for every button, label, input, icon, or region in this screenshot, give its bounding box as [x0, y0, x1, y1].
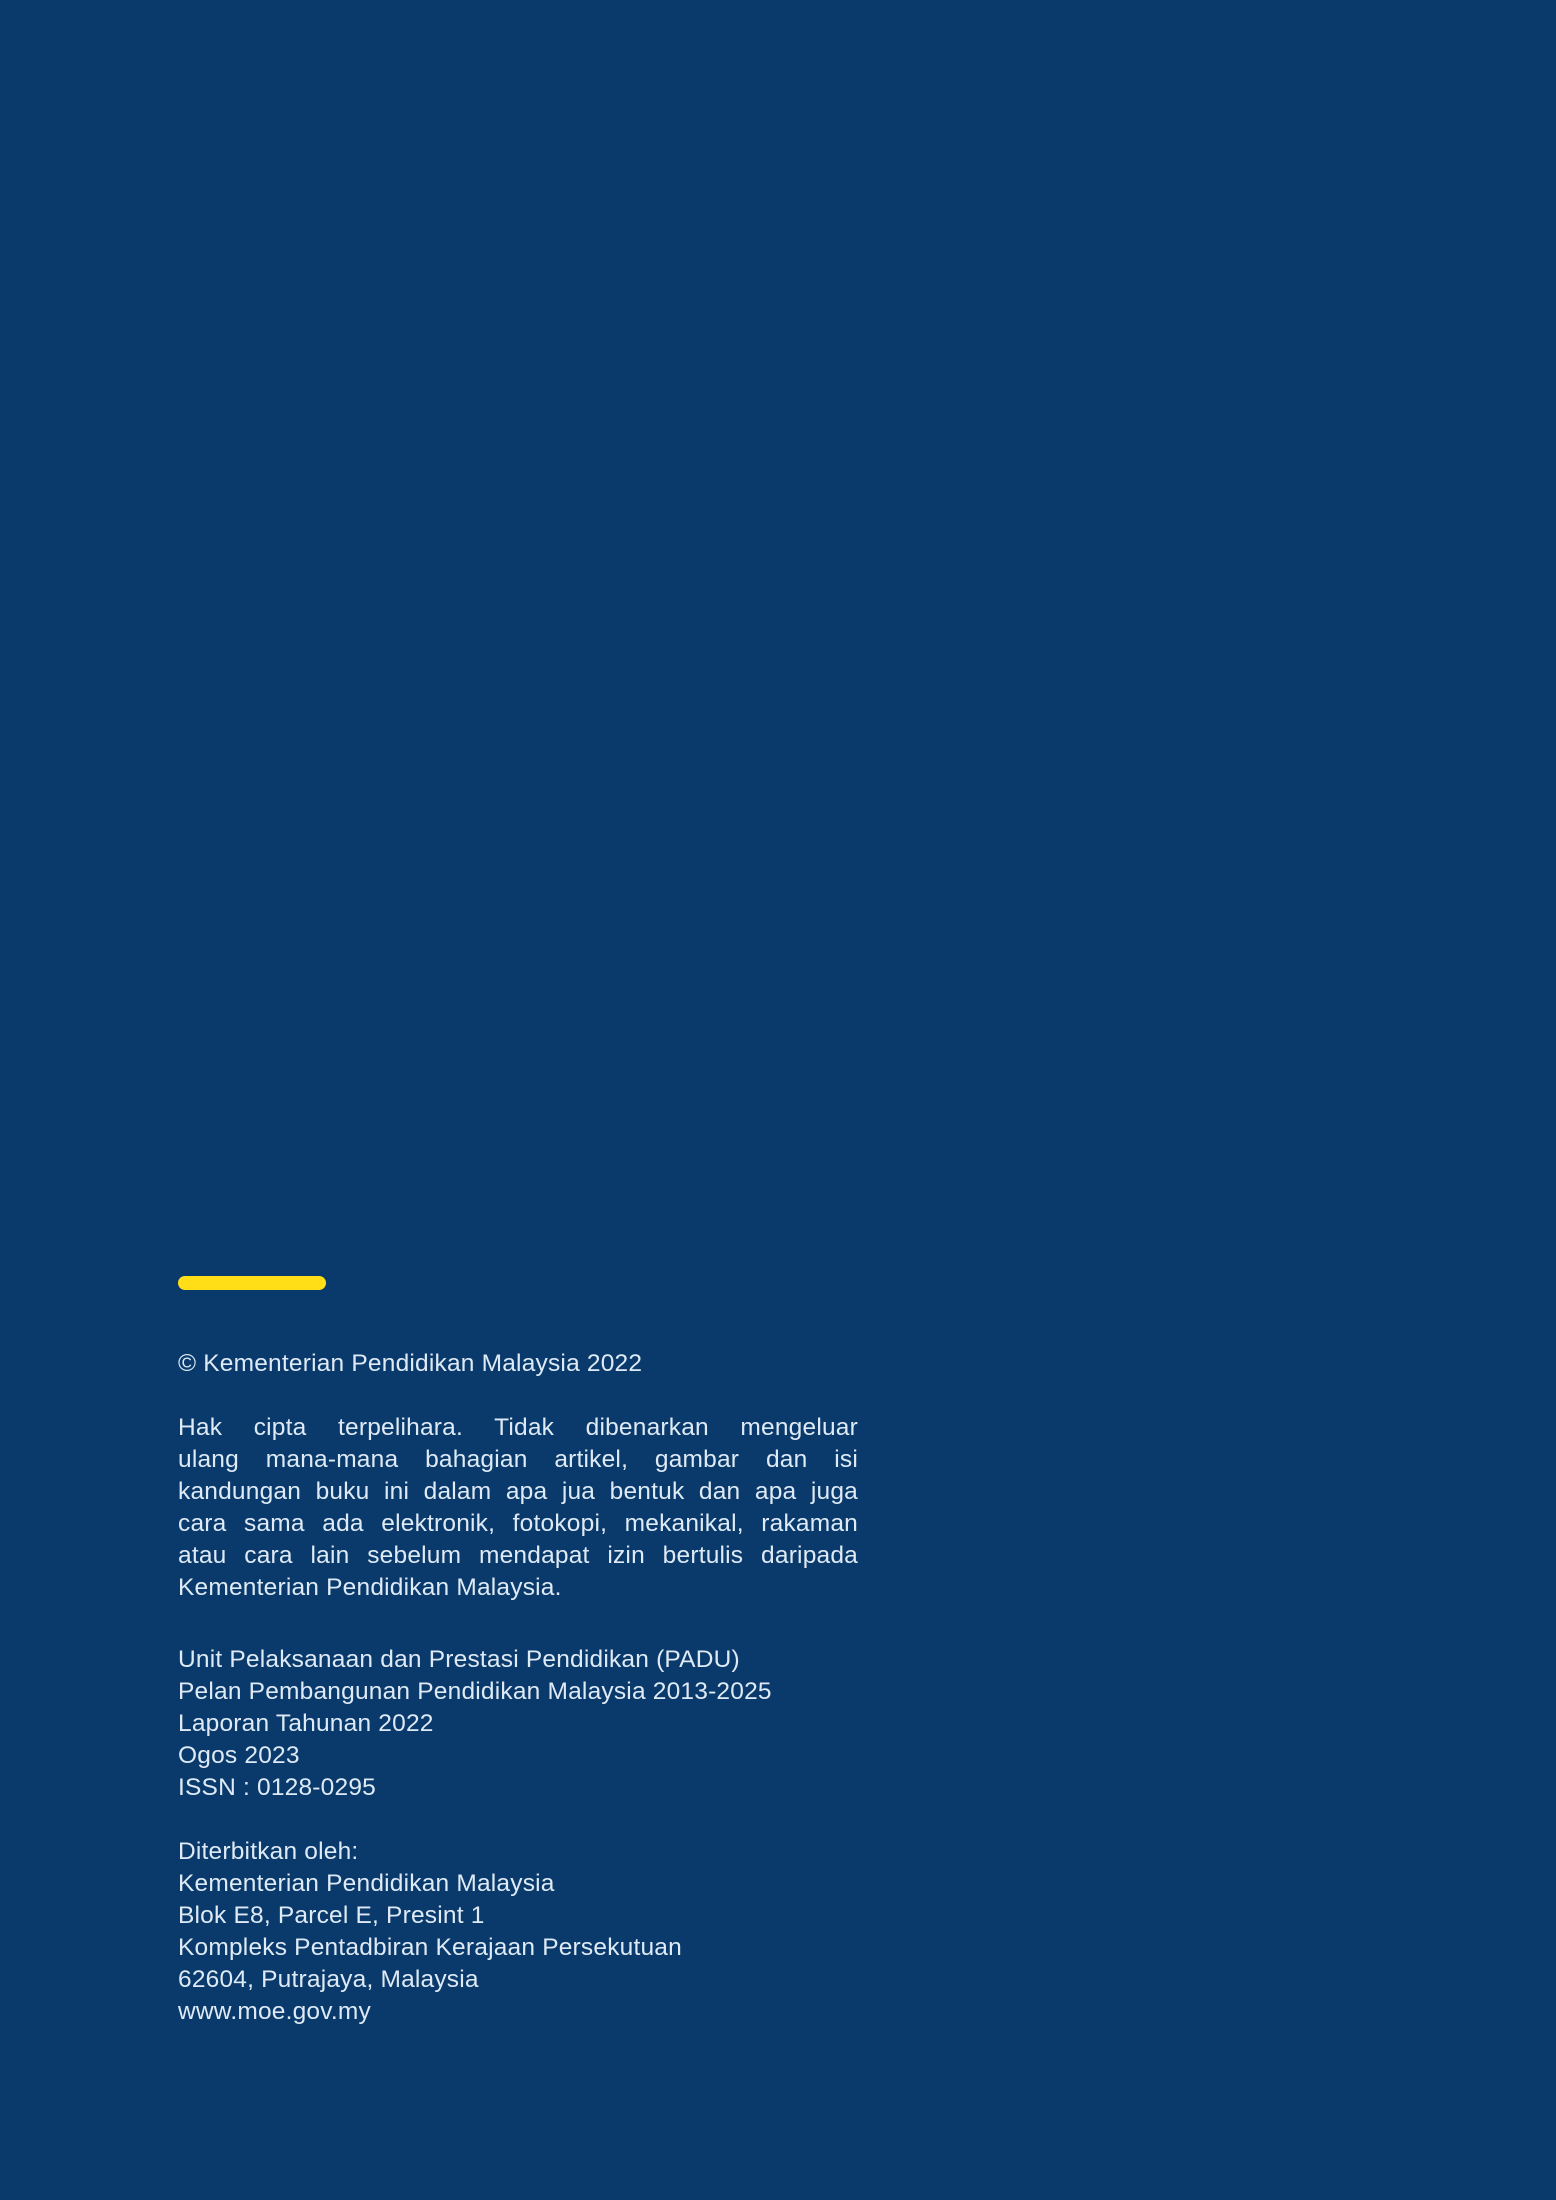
- publisher-address-line: 62604, Putrajaya, Malaysia: [178, 1966, 479, 1993]
- publisher-address-line: Blok E8, Parcel E, Presint 1: [178, 1902, 485, 1929]
- publication-plan-line: Pelan Pembangunan Pendidikan Malaysia 2013-2025: [178, 1678, 772, 1705]
- publication-unit-line: Unit Pelaksanaan dan Prestasi Pendidikan (PADU): [178, 1646, 740, 1673]
- colophon-block: [178, 1276, 858, 2028]
- publisher-address-line: Kompleks Pentadbiran Kerajaan Persekutuan: [178, 1934, 682, 1961]
- publication-date-line: Ogos 2023: [178, 1742, 300, 1769]
- publication-details-block: [178, 1644, 858, 1804]
- publisher-block: [178, 1836, 858, 2028]
- rights-paragraph-line: atau cara lain sebelum mendapat izin bertulis daripada: [178, 1542, 858, 1569]
- rights-paragraph-line: cara sama ada elektronik, fotokopi, mekanikal, rakaman: [178, 1510, 858, 1537]
- rights-paragraph-line: Hak cipta terpelihara. Tidak dibenarkan mengeluar: [178, 1414, 858, 1441]
- rights-paragraph-line: Kementerian Pendidikan Malaysia.: [178, 1574, 562, 1601]
- publisher-website: www.moe.gov.my: [178, 1998, 371, 2025]
- copyright-line: © Kementerian Pendidikan Malaysia 2022: [178, 1350, 643, 1377]
- publication-issn-line: ISSN : 0128-0295: [178, 1774, 376, 1801]
- publisher-heading: Diterbitkan oleh:: [178, 1838, 359, 1865]
- rights-paragraph-line: ulang mana-mana bahagian artikel, gambar dan isi: [178, 1446, 858, 1473]
- rights-paragraph: [178, 1412, 858, 1604]
- rights-paragraph-line: kandungan buku ini dalam apa jua bentuk dan apa juga: [178, 1478, 858, 1505]
- publisher-name-line: Kementerian Pendidikan Malaysia: [178, 1870, 555, 1897]
- yellow-accent-bar: [178, 1276, 326, 1290]
- publication-report-line: Laporan Tahunan 2022: [178, 1710, 434, 1737]
